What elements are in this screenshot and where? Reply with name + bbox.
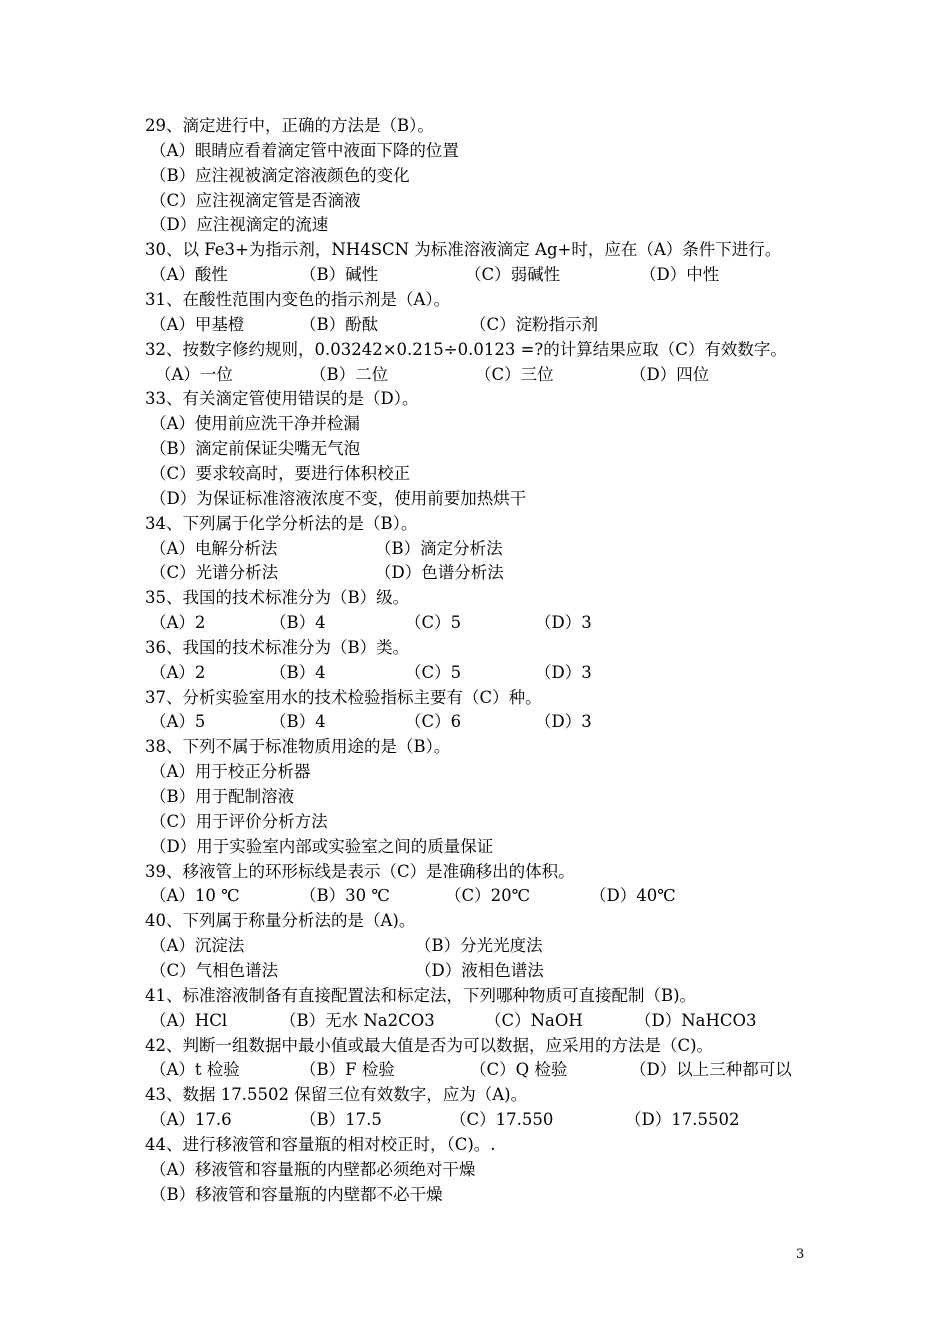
question-line: 32、按数字修约规则，0.03242×0.215÷0.0123 =?的计算结果应取（C）有效数字。 [145,339,787,359]
option-text: （A）2 [150,613,206,632]
option-line: （B）移液管和容量瓶的内壁都不必干燥 [150,1184,443,1204]
option-line: （A）使用前应洗干净并检漏 [150,414,360,434]
option-text: （B）4 [270,662,326,682]
option-text: （D）四位 [630,364,710,384]
question-line: 30、以 Fe3+为指示剂，NH4SCN 为标准溶液滴定 Ag+时，应在（A）条件下进行。 [145,240,782,260]
option-text: （D）色谱分析法 [375,563,504,583]
option-line: （D）应注视滴定的流速 [150,215,329,235]
option-line: （A）用于校正分析器 [150,762,311,782]
option-text: （D）3 [535,613,592,632]
option-text: （B）二位 [310,364,389,384]
option-text: （D）中性 [640,265,720,285]
option-text: （A）甲基橙 [150,314,245,334]
option-text: （A）酸性 [150,265,228,285]
option-line: （B）用于配制溶液 [150,787,295,806]
option-text: （C）气相色谱法 [150,960,279,980]
option-text: （C）20℃ [445,886,531,906]
question-line: 44、进行移液管和容量瓶的相对校正时，（C)。. [145,1134,496,1154]
option-text: （A）一位 [155,364,233,384]
option-text: （D）液相色谱法 [415,960,544,980]
option-text: （D）以上三种都可以 [630,1060,792,1080]
question-line: 38、下列不属于标准物质用途的是（B）。 [145,737,451,757]
option-line: （B）应注视被滴定溶液颜色的变化 [150,165,410,185]
question-line: 33、有关滴定管使用错误的是（D）。 [145,389,419,409]
question-line: 31、在酸性范围内变色的指示剂是（A）。 [145,290,451,309]
option-text: （C）NaOH [485,1010,583,1030]
question-line: 37、分析实验室用水的技术检验指标主要有（C）种。 [145,687,542,707]
option-text: （A）电解分析法 [150,538,278,558]
option-text: （A）17.6 [150,1110,232,1129]
option-text: （C）光谱分析法 [150,563,279,583]
question-line: 43、数据 17.5502 保留三位有效数字，应为（A)。 [145,1085,528,1105]
option-text: （B）滴定分析法 [375,538,503,558]
option-text: （B）无水 Na2CO3 [280,1010,435,1030]
page-number: 3 [796,1247,805,1262]
question-line: 39、移液管上的环形标线是表示（C）是准确移出的体积。 [145,861,575,881]
option-line: （C）应注视滴定管是否滴液 [150,190,361,210]
option-text: （C）5 [405,613,462,632]
option-text: （B）17.5 [300,1110,382,1129]
option-text: （B）4 [270,712,326,732]
option-text: （C）6 [405,712,462,732]
option-text: （C）17.550 [450,1110,554,1129]
option-text: （D）3 [535,712,592,732]
option-text: （D）40℃ [590,886,676,906]
question-line: 40、下列属于称量分析法的是（A)。 [145,911,416,931]
option-text: （C）淀粉指示剂 [470,314,599,334]
option-text: （A）t 检验 [150,1060,240,1080]
option-text: （D）17.5502 [625,1110,740,1129]
option-text: （C）弱碱性 [465,265,561,285]
question-line: 42、判断一组数据中最小值或最大值是否为可以数据，应采用的方法是（C)。 [145,1035,714,1055]
option-line: （A）移液管和容量瓶的内壁都必须绝对干燥 [150,1159,476,1179]
question-line: 35、我国的技术标准分为（B）级。 [145,588,410,608]
question-line: 34、下列属于化学分析法的是（B）。 [145,513,418,533]
option-text: （B）4 [270,613,326,632]
option-line: （D）为保证标准溶液浓度不变，使用前要加热烘干 [150,488,527,508]
option-text: （B）30 ℃ [300,886,390,906]
option-text: （B）分光光度法 [415,936,543,956]
option-text: （D）NaHCO3 [635,1010,757,1030]
option-text: （B）F 检验 [300,1060,395,1080]
option-text: （B）酚酞 [300,314,379,334]
option-text: （A）2 [150,662,206,682]
option-line: （C）用于评价分析方法 [150,811,328,831]
option-text: （A）5 [150,712,206,732]
option-line: （D）用于实验室内部或实验室之间的质量保证 [150,836,494,856]
question-line: 36、我国的技术标准分为（B）类。 [145,637,410,657]
option-text: （C）Q 检验 [470,1060,568,1080]
option-text: （C）三位 [475,364,554,384]
option-text: （A）HCl [150,1010,228,1030]
question-line: 29、滴定进行中，正确的方法是（B）。 [145,116,434,135]
option-line: （C）要求较高时，要进行体积校正 [150,463,411,483]
option-line: （A）眼睛应看着滴定管中液面下降的位置 [150,140,459,160]
option-line: （B）滴定前保证尖嘴无气泡 [150,439,361,459]
option-text: （C）5 [405,662,462,682]
option-text: （A）10 ℃ [150,886,240,906]
question-line: 41、标准溶液制备有直接配置法和标定法，下列哪种物质可直接配制（B)。 [145,985,697,1005]
option-text: （D）3 [535,662,592,682]
option-text: （A）沉淀法 [150,936,245,956]
option-text: （B）碱性 [300,265,379,285]
